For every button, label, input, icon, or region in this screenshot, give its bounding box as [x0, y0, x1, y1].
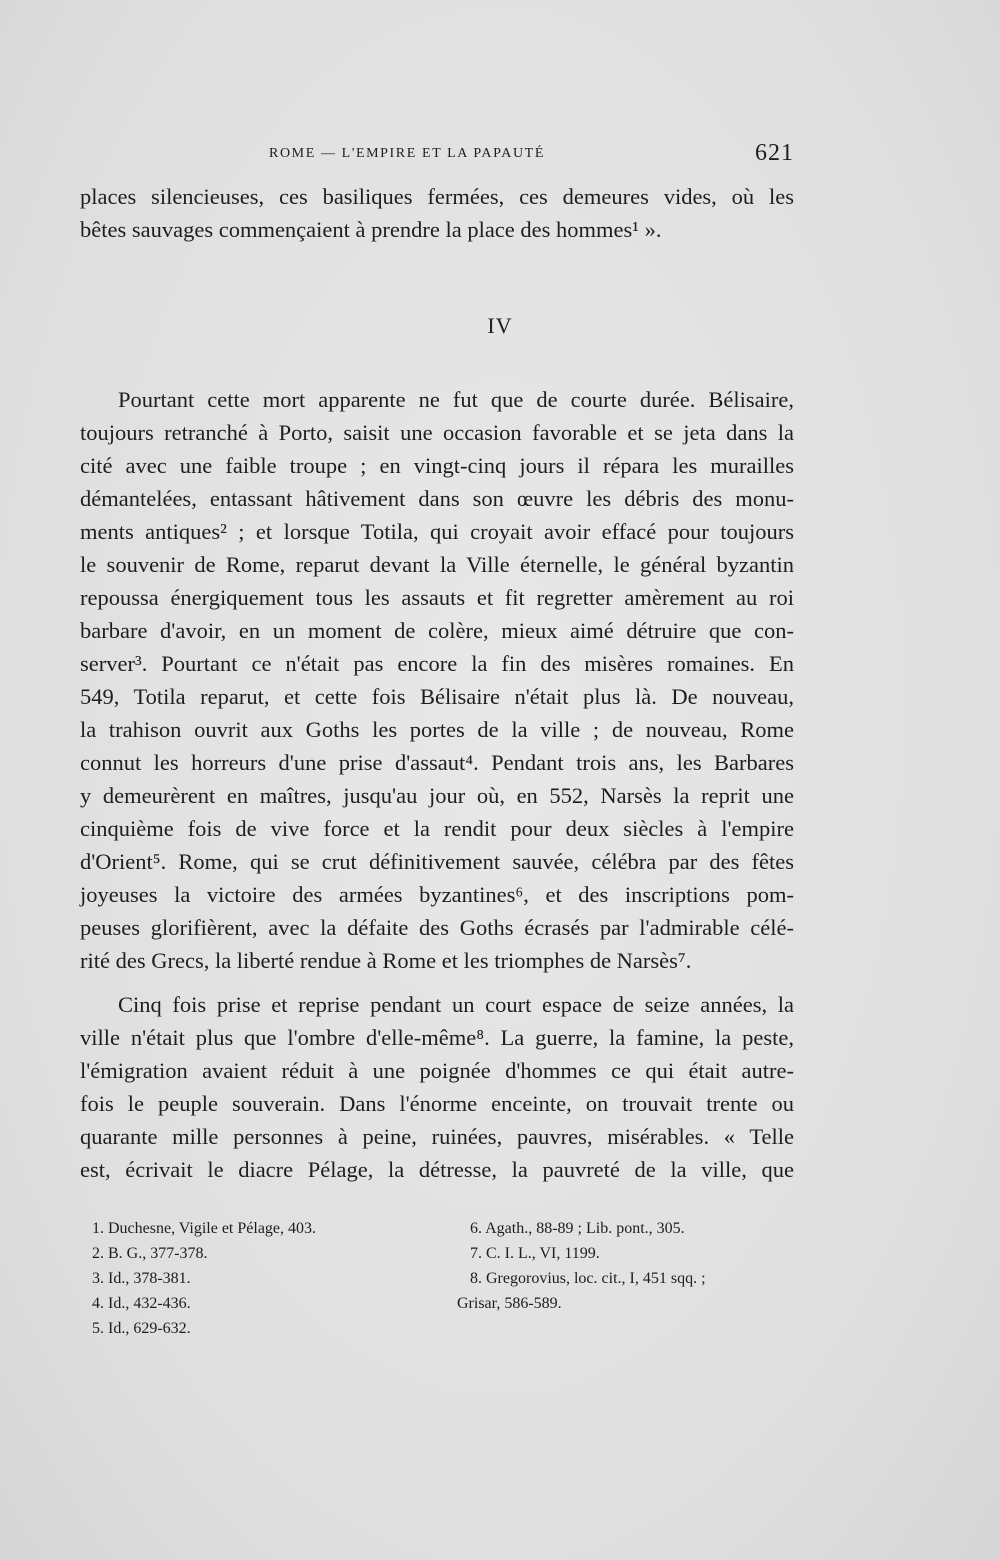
- text-line: peuses glorifièrent, avec la défaite des Goths écrasés par l'admirable célé-: [80, 915, 794, 940]
- footnote: 3. Id., 378-381.: [92, 1270, 191, 1287]
- text-line: d'Orient⁵. Rome, qui se crut définitivement sauvée, célébra par des fêtes: [80, 849, 794, 874]
- text-line: places silencieuses, ces basiliques fermées, ces demeures vides, où les: [80, 184, 794, 209]
- footnote: 7. C. I. L., VI, 1199.: [470, 1245, 600, 1262]
- text-line: est, écrivait le diacre Pélage, la détresse, la pauvreté de la ville, que: [80, 1157, 794, 1182]
- text-line: barbare d'avoir, en un moment de colère, mieux aimé détruire que con-: [80, 618, 794, 643]
- text-line: cité avec une faible troupe ; en vingt-cinq jours il répara les murailles: [80, 453, 794, 478]
- footnote: 5. Id., 629-632.: [92, 1320, 191, 1337]
- text-line: ville n'était plus que l'ombre d'elle-même⁸. La guerre, la famine, la peste,: [80, 1025, 794, 1050]
- text-line: connut les horreurs d'une prise d'assaut⁴. Pendant trois ans, les Barbares: [80, 750, 794, 775]
- footnote: 2. B. G., 377-378.: [92, 1245, 208, 1262]
- text-line: la trahison ouvrit aux Goths les portes de la ville ; de nouveau, Rome: [80, 717, 794, 742]
- text-line: bêtes sauvages commençaient à prendre la place des hommes¹ ».: [80, 217, 662, 242]
- footnote: 8. Gregorovius, loc. cit., I, 451 sqq. ;: [470, 1270, 706, 1287]
- text-line: toujours retranché à Porto, saisit une occasion favorable et se jeta dans la: [80, 420, 794, 445]
- page-number: 621: [755, 140, 794, 166]
- text-line: quarante mille personnes à peine, ruinées, pauvres, misérables. « Telle: [80, 1124, 794, 1149]
- text-line: fois le peuple souverain. Dans l'énorme enceinte, on trouvait trente ou: [80, 1091, 794, 1116]
- text-line: cinquième fois de vive force et la rendit pour deux siècles à l'empire: [80, 816, 794, 841]
- text-line: ments antiques² ; et lorsque Totila, qui croyait avoir effacé pour toujours: [80, 519, 794, 544]
- text-line: 549, Totila reparut, et cette fois Bélisaire n'était plus là. De nouveau,: [80, 684, 794, 709]
- text-line: le souvenir de Rome, reparut devant la Ville éternelle, le général byzantin: [80, 552, 794, 577]
- running-title: ROME — L'EMPIRE ET LA PAPAUTÉ: [269, 146, 545, 161]
- text-line: rité des Grecs, la liberté rendue à Rome et les triomphes de Narsès⁷.: [80, 948, 692, 973]
- page-header: [80, 140, 794, 170]
- footnote: 1. Duchesne, Vigile et Pélage, 403.: [92, 1220, 317, 1237]
- text-line: y demeurèrent en maîtres, jusqu'au jour où, en 552, Narsès la reprit une: [80, 783, 794, 808]
- footnote: Grisar, 586-589.: [457, 1295, 562, 1312]
- text-line: démantelées, entassant hâtivement dans son œuvre les débris des monu-: [80, 486, 794, 511]
- text-line: repoussa énergiquement tous les assauts et fit regretter amèrement au roi: [80, 585, 794, 610]
- text-line: l'émigration avaient réduit à une poignée d'hommes ce qui était autre-: [80, 1058, 794, 1083]
- text-line: Cinq fois prise et reprise pendant un court espace de seize années, la: [118, 992, 794, 1017]
- text-line: server³. Pourtant ce n'était pas encore la fin des misères romaines. En: [80, 651, 794, 676]
- text-line: Pourtant cette mort apparente ne fut que de courte durée. Bélisaire,: [118, 387, 794, 412]
- footnote: 6. Agath., 88-89 ; Lib. pont., 305.: [470, 1220, 685, 1237]
- section-heading: IV: [487, 313, 513, 338]
- text-line: joyeuses la victoire des armées byzantines⁶, et des inscriptions pom-: [80, 882, 794, 907]
- footnote: 4. Id., 432-436.: [92, 1295, 191, 1312]
